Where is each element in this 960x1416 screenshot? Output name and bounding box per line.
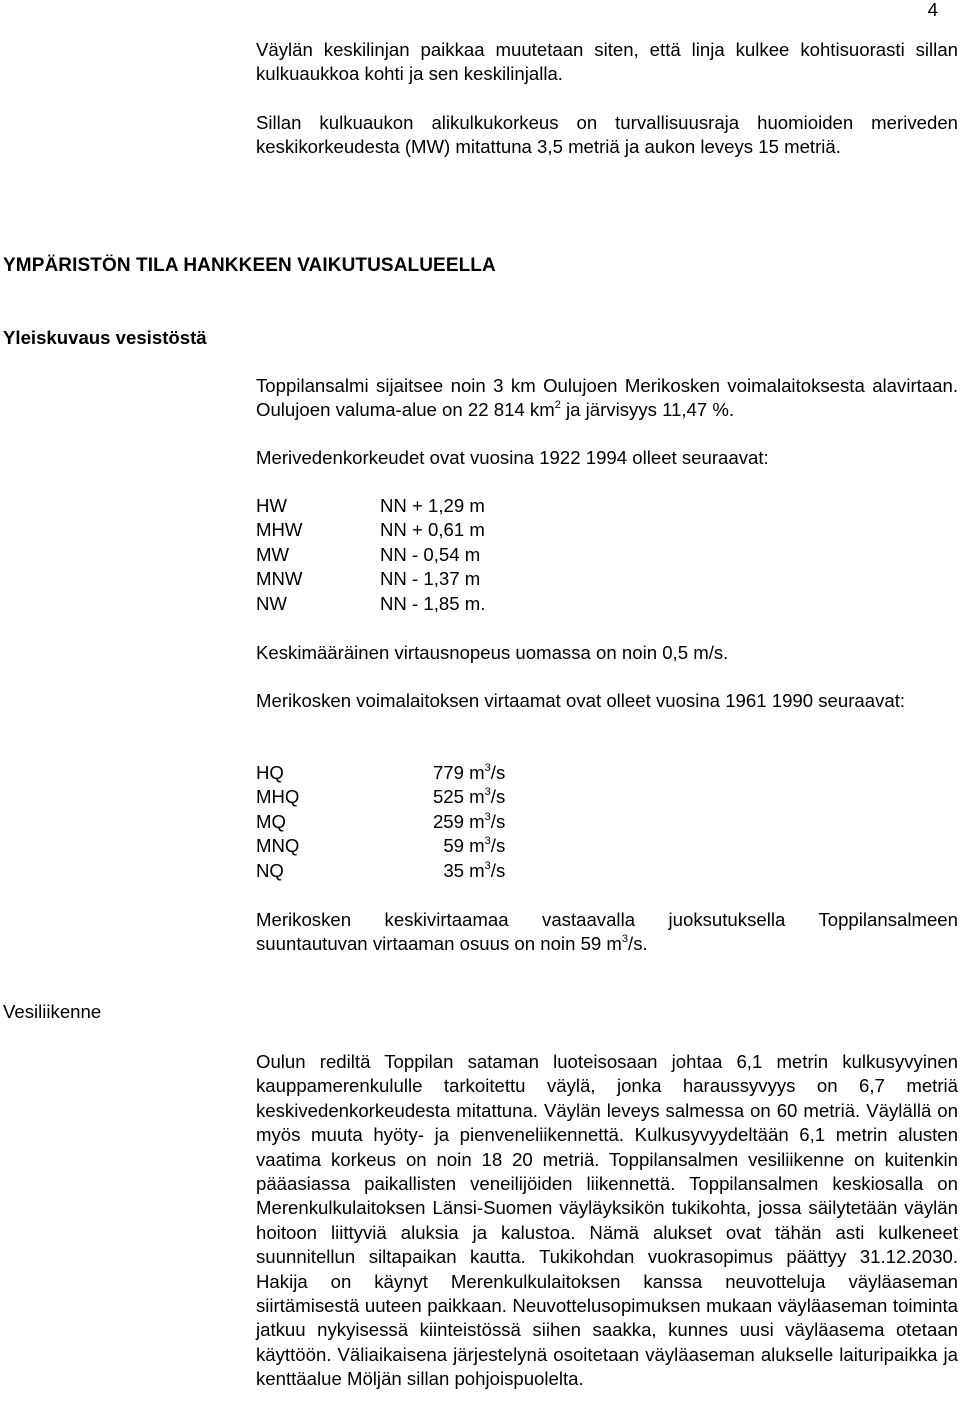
- level-key: HW: [256, 495, 287, 516]
- flow-key: MQ: [256, 810, 286, 832]
- table-row: [256, 543, 485, 567]
- level-value: NN + 0,61 m: [380, 519, 485, 541]
- section1-p5-text: Merikosken keskivirtaamaa vastaavalla juoksutuksella Toppilansalmeen suuntautuvan virtaaman osuus on noin 59 m: [256, 909, 958, 955]
- superscript: 2: [554, 399, 561, 412]
- superscript: 3: [484, 835, 491, 848]
- flow-key: NQ: [256, 859, 284, 881]
- superscript: 3: [484, 786, 491, 799]
- flow-unit: [464, 834, 505, 858]
- flow-unit: [464, 859, 505, 883]
- flow-value: 779: [432, 762, 464, 783]
- section1-paragraph-3: Keskimääräinen virtausnopeus uomassa on noin 0,5 m/s.: [256, 642, 729, 663]
- flow-value: 59: [443, 835, 464, 857]
- flow-value: 35: [443, 859, 464, 881]
- section1-p5-text-end: /s.: [628, 933, 648, 955]
- table-row: [256, 567, 485, 591]
- level-key: MNW: [256, 568, 303, 590]
- section1-paragraph-1: [256, 374, 958, 423]
- section1-paragraph-2: Merivedenkorkeudet ovat vuosina 1922 1994 olleet seuraavat:: [256, 447, 769, 468]
- superscript: 3: [484, 859, 491, 872]
- flow-value: 259: [432, 810, 464, 832]
- flow-unit: [464, 810, 505, 834]
- main-heading: YMPÄRISTÖN TILA HANKKEEN VAIKUTUSALUEELLA: [3, 255, 496, 276]
- level-key: MW: [256, 543, 290, 565]
- flow-value: 525: [432, 786, 464, 808]
- section1-p1-text-end: ja järvisyys 11,47 %.: [560, 399, 735, 421]
- section1-paragraph-5: [256, 908, 958, 957]
- unit-text-end: /s: [490, 786, 506, 808]
- table-row: [256, 592, 485, 616]
- level-value: NN - 1,37 m: [380, 568, 481, 590]
- table-row: [256, 785, 505, 809]
- level-key: MHW: [256, 519, 303, 541]
- table-row: [256, 859, 505, 883]
- water-levels-table: [256, 494, 485, 616]
- unit-text-end: /s: [490, 835, 506, 857]
- table-row: [256, 834, 505, 858]
- table-row: [256, 810, 505, 834]
- flow-key: MNQ: [256, 835, 300, 857]
- superscript: 3: [484, 810, 491, 823]
- unit-text: m: [464, 762, 485, 783]
- flow-unit: [464, 785, 505, 809]
- unit-text-end: /s: [490, 762, 506, 783]
- section2-paragraph-1: Oulun rediltä Toppilan sataman luoteisosaan johtaa 6,1 metrin kulkusyvyinen kauppamerenkululle tarkoitettu väylä, jonka haraussyvyys on 6,7 metriä keskivedenkorkeudesta mitattuna. Väylän leveys salmessa on 60 metriä. Väylällä on myös muuta hyöty- ja pienveneliikennettä. Kulkusyvyydeltään 6,1 metrin alusten vaatima korkeus on noin 18 20 metriä. Toppilansalmen vesiliikenne on kuitenkin pääasiassa paikallisten veneilijöiden liikennettä. Toppilansalmen keskiosalla on Merenkulkulaitoksen Länsi-Suomen väyläyksikön tukikohta, jossa säilytetään väylän hoitoon liittyviä aluksia ja kalustoa. Nämä alukset ovat tähän asti kulkeneet suunnitellun siltapaikan kautta. Tukikohdan vuokrasopimus päättyy 31.12.2030. Hakija on käynyt Merenkulkulaitoksen kanssa neuvotteluja väyläaseman siirtämisestä uuteen paikkaan. Neuvottelusopimuksen mukaan väyläaseman toiminta jatkuu nykyisessä kiinteistössä siihen saakka, kunnes uusi väyläasema otetaan käyttöön. Väliaikaisena järjestelynä osoitetaan väyläaseman alukselle laituripaikka ja kenttäalue Möljän sillan pohjoispuolelta.: [256, 1051, 958, 1390]
- unit-text: m: [464, 859, 485, 881]
- unit-text: m: [464, 835, 485, 857]
- section-heading-vesiliikenne: Vesiliikenne: [3, 1001, 102, 1022]
- unit-text: m: [464, 810, 485, 832]
- discharge-table: [256, 761, 505, 883]
- superscript: 3: [484, 762, 491, 774]
- section-heading-yleiskuvaus: Yleiskuvaus vesistöstä: [3, 327, 207, 348]
- level-key: NW: [256, 592, 287, 614]
- intro-paragraph-2: Sillan kulkuaukon alikulkukorkeus on turvallisuusraja huomioiden meriveden keskikorkeudesta (MW) mitattuna 3,5 metriä ja aukon leveys 15 metriä.: [256, 112, 958, 158]
- flow-key: HQ: [256, 762, 284, 783]
- level-value: NN + 1,29 m: [380, 495, 485, 516]
- unit-text-end: /s: [490, 810, 506, 832]
- superscript: 3: [621, 933, 629, 946]
- unit-text: m: [464, 786, 485, 808]
- section1-paragraph-4: Merikosken voimalaitoksen virtaamat ovat olleet vuosina 1961 1990 seuraavat:: [256, 690, 906, 711]
- flow-key: MHQ: [256, 786, 300, 808]
- level-value: NN - 1,85 m.: [380, 592, 486, 614]
- unit-text-end: /s: [490, 859, 506, 881]
- intro-paragraph-1: Väylän keskilinjan paikkaa muutetaan siten, että linja kulkee kohtisuorasti sillan kulkuaukkoa kohti ja sen keskilinjalla.: [256, 39, 958, 85]
- section1-p1-text: Toppilansalmi sijaitsee noin 3 km Oulujoen Merikosken voimalaitoksesta alavirtaan. Oulujoen valuma-alue on 22 814 km: [256, 375, 958, 421]
- table-row: [256, 518, 485, 542]
- flow-unit: [464, 761, 505, 785]
- table-row: [256, 761, 505, 785]
- table-row: [256, 494, 485, 518]
- page-number: 4: [927, 0, 938, 20]
- level-value: NN - 0,54 m: [380, 543, 481, 565]
